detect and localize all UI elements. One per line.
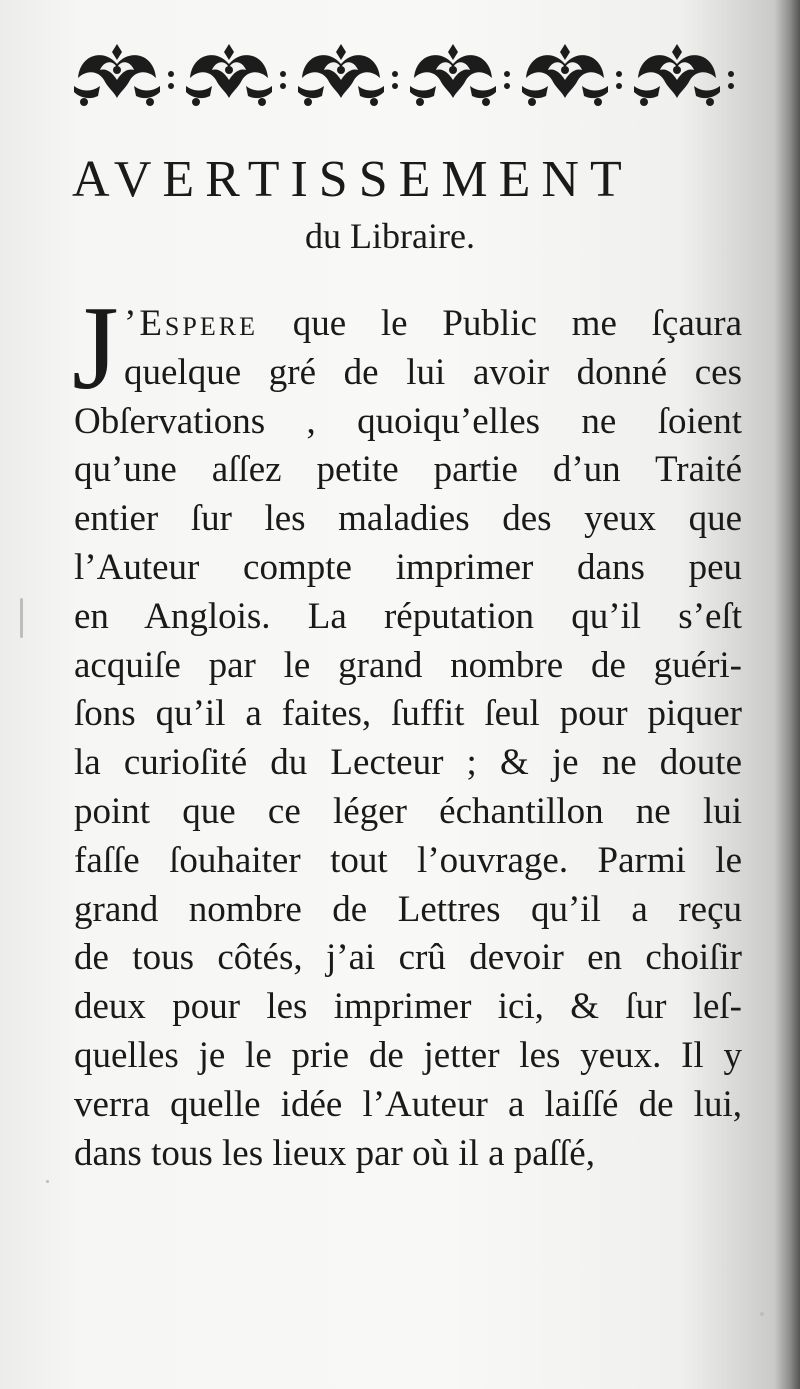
text-line: qu’une aſſez petite partie d’un Traité	[74, 449, 742, 491]
page-edge-shadow	[774, 0, 800, 1389]
text-line: deux pour les imprimer ici, & ſur leſ-	[74, 986, 742, 1028]
text-line: la curioſité du Lecteur ; & je ne doute	[74, 742, 742, 784]
text-line: acquiſe par le grand nombre de guéri-	[74, 644, 742, 686]
text-line: quelque gré de lui avoir donné ces	[124, 351, 742, 393]
text-line: grand nombre de Lettres qu’il a reçu	[74, 888, 742, 930]
page-title: AVERTISSEMENT	[72, 151, 633, 208]
drop-capital: J	[72, 281, 119, 414]
text-line: de tous côtés, j’ai crû devoir en choiſir	[74, 937, 742, 979]
text-line: ſons qu’il a faites, ſuffit ſeul pour piquer	[74, 693, 742, 735]
paper-speck	[20, 598, 23, 638]
first-word: ’Espere	[124, 303, 258, 344]
text-line: quelles je le prie de jetter les yeux. Il y	[74, 1034, 742, 1076]
text-line-rest: que le Public me ſçaura	[257, 303, 742, 344]
text-line: Obſervations , quoiqu’elles ne ſoient	[74, 400, 742, 442]
text-line: en Anglois. La réputation qu’il s’eſt	[74, 595, 742, 637]
text-line	[74, 300, 742, 349]
body-text	[72, 281, 742, 1178]
paper-speck	[760, 1312, 764, 1316]
text-line: faſſe ſouhaiter tout l’ouvrage. Parmi le	[74, 839, 742, 881]
page-subtitle: du Libraire.	[305, 216, 475, 256]
paper-speck	[46, 1180, 49, 1183]
text-line: entier ſur les maladies des yeux que	[74, 498, 742, 540]
text-line: verra quelle idée l’Auteur a laiſſé de lui,	[74, 1083, 742, 1125]
text-line: l’Auteur compte imprimer dans peu	[74, 546, 742, 588]
text-line: point que ce léger échantillon ne lui	[74, 790, 742, 832]
text-line: dans tous les lieux par où il a paſſé,	[74, 1132, 595, 1174]
fleuron-band-icon	[70, 40, 735, 110]
